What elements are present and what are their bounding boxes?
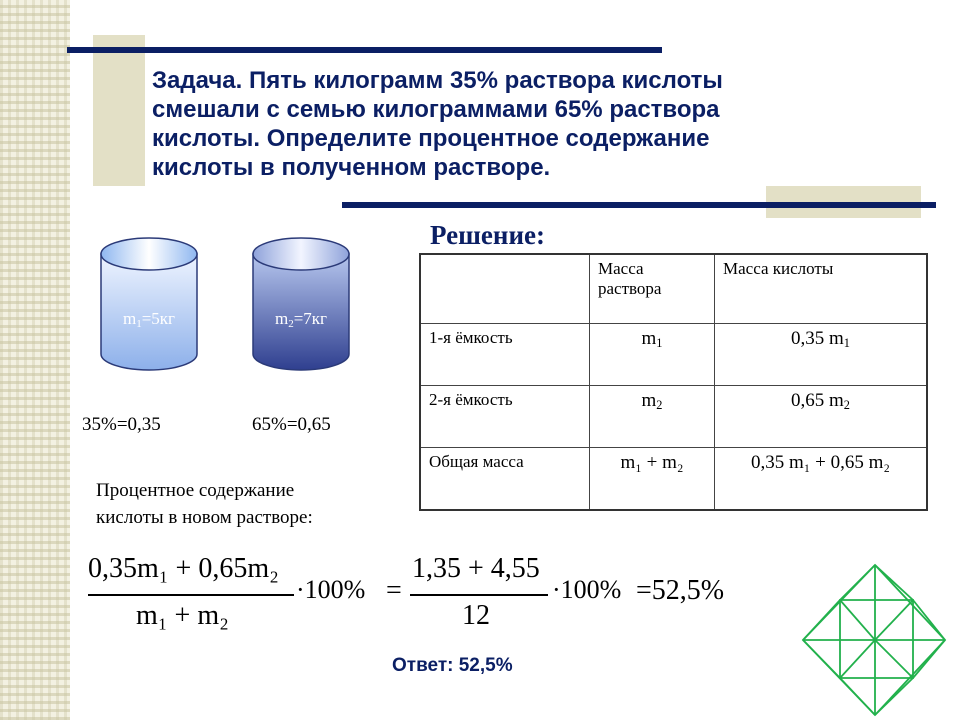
container-2-percent: 65%=0,65	[252, 414, 331, 435]
decorative-line-top	[67, 47, 662, 53]
formula-equals-1: =	[386, 575, 402, 606]
gem-icon	[795, 560, 955, 720]
table-header-solution-mass: Масса раствора	[590, 254, 715, 324]
fraction-bar-2	[410, 594, 548, 596]
table-row	[420, 448, 927, 511]
decorative-line-bottom	[342, 202, 936, 208]
formula-numerator-2: 1,35 + 4,55	[412, 553, 540, 584]
row-acid-mass: 0,35 m₁ + 0,65 m₂	[715, 448, 928, 511]
table-row	[420, 324, 927, 386]
container-1-percent: 35%=0,35	[82, 414, 161, 435]
table-row	[420, 386, 927, 448]
container-1-label: m	[122, 309, 137, 328]
task-line: кислоты в полученном растворе.	[152, 154, 551, 181]
row-solution-mass: m₁ + m₂	[590, 448, 715, 511]
row-label: 1-я ёмкость	[420, 324, 590, 386]
formula-denominator-2: 12	[462, 600, 490, 631]
formula-multiplier-2: ·100%	[552, 575, 622, 604]
row-acid-mass: 0,65 $m_2$	[715, 386, 928, 448]
container-2	[252, 236, 350, 372]
solution-title: Решение:	[430, 220, 545, 250]
container-1-value: =5кг	[141, 309, 176, 328]
formula-multiplier-1: ·100%	[296, 575, 366, 604]
row-solution-mass: $m_1$	[590, 324, 715, 386]
task-text	[152, 66, 872, 182]
container-2-label: m	[274, 309, 289, 328]
svg-text:m2=7кг	[275, 309, 327, 330]
description-line: Процентное содержание	[96, 480, 295, 501]
formula-result: =52,5%	[636, 575, 725, 606]
description	[96, 477, 313, 531]
formula-numerator-1: 0,35m₁ + 0,65m₂	[88, 553, 279, 584]
container-1	[100, 236, 198, 372]
decorative-strip	[0, 0, 70, 720]
task-line: кислоты. Определите процентное содержание	[152, 125, 710, 152]
container-2-value: =7кг	[293, 309, 328, 328]
answer: Ответ: 52,5%	[392, 655, 513, 676]
container-1-sub: 1	[136, 318, 142, 330]
row-acid-mass: 0,35 $m_1$	[715, 324, 928, 386]
table-header-row	[420, 254, 927, 324]
decorative-block-top	[93, 35, 145, 186]
row-label: 2-я ёмкость	[420, 386, 590, 448]
table-header-acid-mass: Масса кислоты	[715, 254, 928, 324]
task-line: смешали с семью килограммами 65% раствора	[152, 96, 720, 123]
description-line: кислоты в новом растворе:	[96, 507, 313, 528]
row-solution-mass: $m_2$	[590, 386, 715, 448]
task-line: Задача. Пять килограмм 35% раствора кислоты	[152, 67, 723, 94]
fraction-bar-1	[88, 594, 294, 596]
container-2-sub: 2	[288, 318, 294, 330]
row-label: Общая масса	[420, 448, 590, 511]
formula-denominator-1: m₁ + m₂	[136, 600, 229, 631]
table-header-empty	[420, 254, 590, 324]
solution-table	[419, 253, 928, 511]
svg-text:m1=5кг	[123, 309, 175, 330]
